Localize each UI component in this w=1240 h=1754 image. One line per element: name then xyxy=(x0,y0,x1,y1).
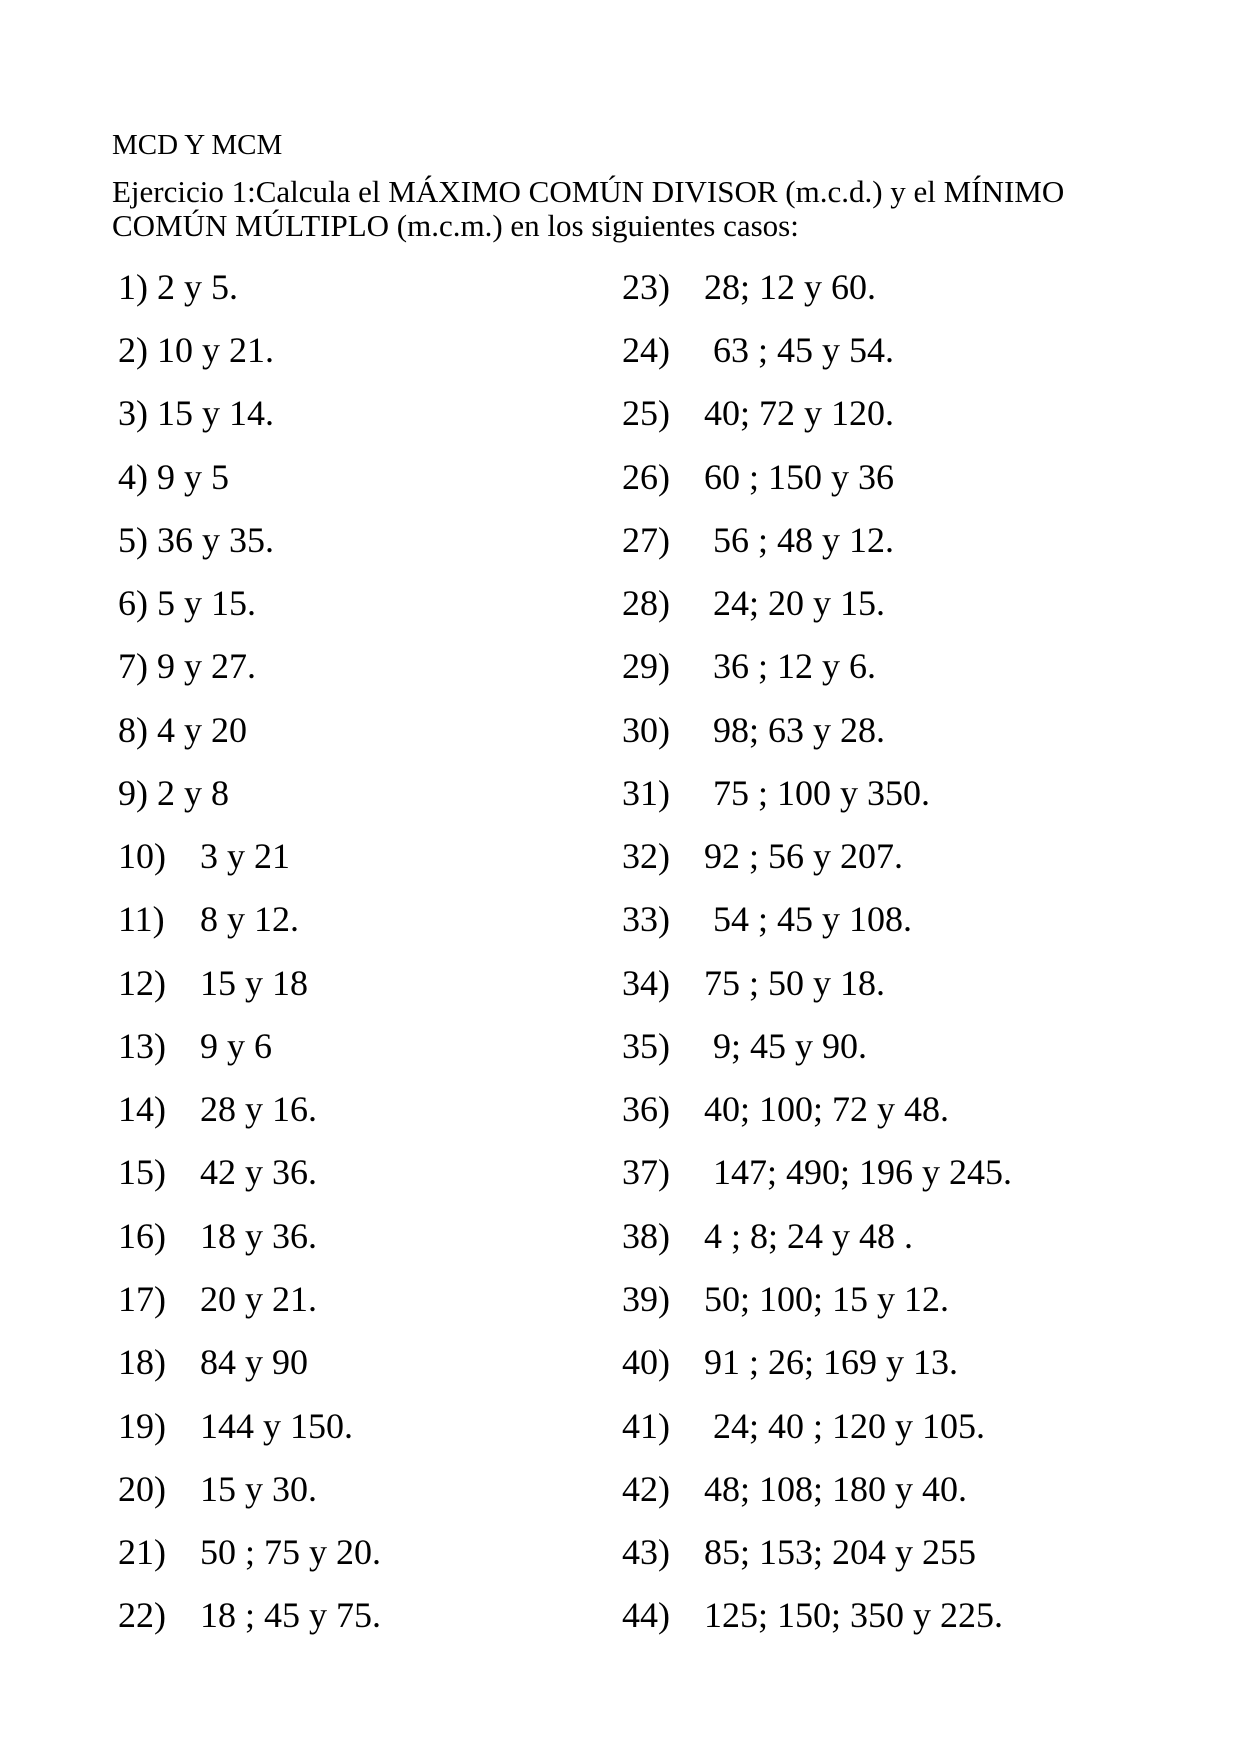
exercise-item xyxy=(622,455,894,499)
item-values: 24; 40 ; 120 y 105. xyxy=(704,1405,986,1446)
exercise-item xyxy=(118,265,238,309)
item-number: 44) xyxy=(622,1595,670,1636)
item-values: 20 y 21. xyxy=(200,1279,317,1320)
item-values: 85; 153; 204 y 255 xyxy=(704,1532,977,1573)
item-values: 28 y 16. xyxy=(200,1089,317,1130)
item-values: 75 ; 50 y 18. xyxy=(704,962,886,1003)
item-number: 39) xyxy=(622,1279,670,1320)
exercise-item xyxy=(118,644,256,688)
item-values: 91 ; 26; 169 y 13. xyxy=(704,1342,959,1383)
item-number: 15) xyxy=(118,1152,166,1193)
item-number: 3) xyxy=(118,393,148,434)
item-number: 33) xyxy=(622,899,670,940)
exercise-item xyxy=(622,771,930,815)
exercise-item xyxy=(622,644,876,688)
item-number: 28) xyxy=(622,583,670,624)
item-values: 36 y 35. xyxy=(157,519,274,560)
exercise-item xyxy=(622,1087,949,1131)
item-number: 24) xyxy=(622,329,670,370)
exercise-item xyxy=(622,1024,867,1068)
item-number: 37) xyxy=(622,1152,670,1193)
item-number: 20) xyxy=(118,1468,166,1509)
item-values: 40; 72 y 120. xyxy=(704,393,895,434)
item-number: 38) xyxy=(622,1215,670,1256)
page-title: MCD Y MCM xyxy=(112,129,283,161)
exercise-item xyxy=(622,1530,976,1574)
item-values: 15 y 14. xyxy=(157,393,274,434)
item-values: 48; 108; 180 y 40. xyxy=(704,1468,968,1509)
item-values: 147; 490; 196 y 245. xyxy=(704,1152,1013,1193)
exercise-item xyxy=(622,1277,949,1321)
exercise-item xyxy=(118,1467,317,1511)
exercise-item xyxy=(118,518,274,562)
item-number: 34) xyxy=(622,962,670,1003)
item-values: 54 ; 45 y 108. xyxy=(704,899,913,940)
item-number: 30) xyxy=(622,709,670,750)
exercise-item xyxy=(118,708,247,752)
item-number: 42) xyxy=(622,1468,670,1509)
exercise-instructions: Ejercicio 1:Calcula el MÁXIMO COMÚN DIVISOR (m.c.d.) y el MÍNIMO COMÚN MÚLTIPLO (m.c.m.) en los siguientes casos: xyxy=(112,174,1065,243)
item-number: 35) xyxy=(622,1025,670,1066)
exercise-item xyxy=(118,455,229,499)
item-values: 4 y 20 xyxy=(157,709,247,750)
item-number: 27) xyxy=(622,519,670,560)
exercise-item xyxy=(118,1150,317,1194)
item-values: 9 y 5 xyxy=(157,456,229,497)
exercise-item xyxy=(118,1277,317,1321)
exercise-item xyxy=(622,1404,985,1448)
item-values: 3 y 21 xyxy=(200,836,290,877)
item-number: 11) xyxy=(118,899,165,940)
exercise-item xyxy=(622,1340,958,1384)
item-number: 22) xyxy=(118,1595,166,1636)
item-values: 9 y 6 xyxy=(200,1025,272,1066)
item-values: 75 ; 100 y 350. xyxy=(704,772,931,813)
exercise-item xyxy=(622,961,885,1005)
exercise-item xyxy=(118,1087,317,1131)
item-values: 9; 45 y 90. xyxy=(704,1025,868,1066)
exercise-item xyxy=(118,961,308,1005)
item-number: 7) xyxy=(118,646,148,687)
item-values: 18 y 36. xyxy=(200,1215,317,1256)
exercise-item xyxy=(118,1404,353,1448)
item-number: 5) xyxy=(118,519,148,560)
item-number: 16) xyxy=(118,1215,166,1256)
item-number: 18) xyxy=(118,1342,166,1383)
exercise-item xyxy=(118,1593,381,1637)
exercise-item xyxy=(118,1530,381,1574)
item-number: 10) xyxy=(118,836,166,877)
item-values: 125; 150; 350 y 225. xyxy=(704,1595,1004,1636)
item-values: 18 ; 45 y 75. xyxy=(200,1595,382,1636)
exercise-item xyxy=(622,391,894,435)
item-number: 6) xyxy=(118,583,148,624)
item-values: 5 y 15. xyxy=(157,583,256,624)
item-values: 15 y 30. xyxy=(200,1468,317,1509)
item-values: 42 y 36. xyxy=(200,1152,317,1193)
item-values: 56 ; 48 y 12. xyxy=(704,519,895,560)
exercise-item xyxy=(622,1467,967,1511)
item-number: 26) xyxy=(622,456,670,497)
item-number: 41) xyxy=(622,1405,670,1446)
exercise-item xyxy=(118,834,290,878)
exercise-item xyxy=(622,897,912,941)
item-values: 144 y 150. xyxy=(200,1405,353,1446)
item-values: 10 y 21. xyxy=(157,329,274,370)
item-number: 1) xyxy=(118,266,148,307)
item-values: 28; 12 y 60. xyxy=(704,266,877,307)
item-values: 50 ; 75 y 20. xyxy=(200,1532,382,1573)
item-number: 25) xyxy=(622,393,670,434)
item-number: 21) xyxy=(118,1532,166,1573)
item-values: 2 y 5. xyxy=(157,266,238,307)
item-number: 17) xyxy=(118,1279,166,1320)
item-number: 29) xyxy=(622,646,670,687)
item-number: 8) xyxy=(118,709,148,750)
exercise-item xyxy=(118,328,274,372)
item-values: 50; 100; 15 y 12. xyxy=(704,1279,950,1320)
item-number: 19) xyxy=(118,1405,166,1446)
exercise-item xyxy=(118,897,299,941)
item-number: 4) xyxy=(118,456,148,497)
exercise-item xyxy=(622,1214,913,1258)
exercise-item xyxy=(622,708,885,752)
exercise-item xyxy=(622,518,894,562)
exercise-item xyxy=(118,391,274,435)
item-number: 40) xyxy=(622,1342,670,1383)
item-number: 36) xyxy=(622,1089,670,1130)
item-values: 2 y 8 xyxy=(157,772,229,813)
item-values: 8 y 12. xyxy=(200,899,299,940)
item-number: 43) xyxy=(622,1532,670,1573)
item-number: 13) xyxy=(118,1025,166,1066)
item-values: 98; 63 y 28. xyxy=(704,709,886,750)
exercise-item xyxy=(622,834,903,878)
exercise-item xyxy=(118,771,229,815)
exercise-item xyxy=(118,1340,308,1384)
item-number: 31) xyxy=(622,772,670,813)
item-number: 14) xyxy=(118,1089,166,1130)
exercise-item xyxy=(622,581,885,625)
item-number: 2) xyxy=(118,329,148,370)
item-values: 24; 20 y 15. xyxy=(704,583,886,624)
item-values: 36 ; 12 y 6. xyxy=(704,646,877,687)
item-values: 9 y 27. xyxy=(157,646,256,687)
item-values: 84 y 90 xyxy=(200,1342,308,1383)
item-number: 32) xyxy=(622,836,670,877)
item-values: 40; 100; 72 y 48. xyxy=(704,1089,950,1130)
item-values: 92 ; 56 y 207. xyxy=(704,836,904,877)
exercise-item xyxy=(622,265,876,309)
item-values: 15 y 18 xyxy=(200,962,308,1003)
exercise-item xyxy=(622,328,894,372)
exercise-item xyxy=(118,581,256,625)
item-number: 23) xyxy=(622,266,670,307)
exercise-item xyxy=(622,1593,1003,1637)
item-values: 63 ; 45 y 54. xyxy=(704,329,895,370)
exercise-item xyxy=(622,1150,1012,1194)
exercise-item xyxy=(118,1024,272,1068)
item-number: 9) xyxy=(118,772,148,813)
item-values: 60 ; 150 y 36 xyxy=(704,456,895,497)
exercise-item xyxy=(118,1214,317,1258)
item-values: 4 ; 8; 24 y 48 . xyxy=(704,1215,914,1256)
item-number: 12) xyxy=(118,962,166,1003)
